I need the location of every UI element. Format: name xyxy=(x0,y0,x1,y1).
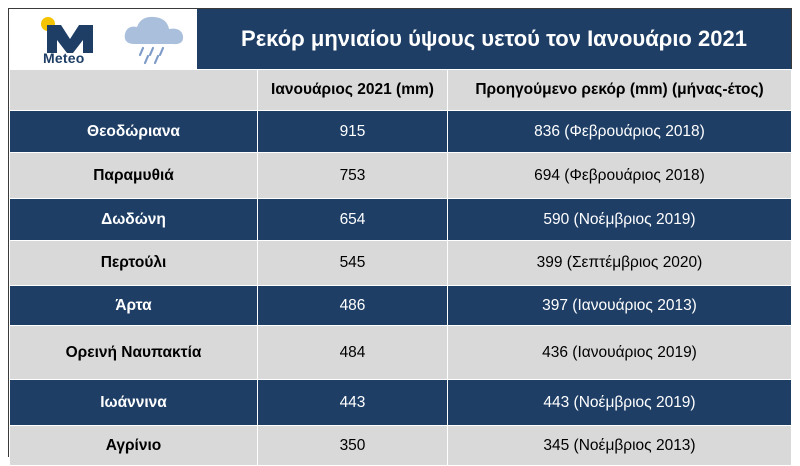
table-row xyxy=(10,199,792,241)
header-bar xyxy=(9,9,791,69)
previous-record-cell: 836 (Φεβρουάριος 2018) xyxy=(448,111,792,153)
logo-area xyxy=(9,9,197,69)
rain-cloud-icon xyxy=(121,12,189,66)
header-cell-january-2021: Ιανουάριος 2021 (mm) xyxy=(258,70,448,111)
table-row xyxy=(10,426,792,466)
previous-record-cell: 399 (Σεπτέμβριος 2020) xyxy=(448,241,792,286)
table-row xyxy=(10,326,792,380)
value-cell: 654 xyxy=(258,199,448,241)
value-cell: 915 xyxy=(258,111,448,153)
city-cell: Παραμυθιά xyxy=(10,153,258,199)
table-header-row xyxy=(10,70,792,111)
page-title: Ρεκόρ μηνιαίου ύψους υετού τον Ιανουάριο 2021 xyxy=(241,26,747,51)
table-row xyxy=(10,111,792,153)
table-row xyxy=(10,380,792,426)
header-cell-empty xyxy=(10,70,258,111)
table-row xyxy=(10,286,792,326)
value-cell: 545 xyxy=(258,241,448,286)
table-row xyxy=(10,153,792,199)
records-table xyxy=(9,69,792,466)
value-cell: 484 xyxy=(258,326,448,380)
city-cell: Περτούλι xyxy=(10,241,258,286)
city-cell: Δωδώνη xyxy=(10,199,258,241)
previous-record-cell: 694 (Φεβρουάριος 2018) xyxy=(448,153,792,199)
previous-record-cell: 443 (Νοέμβριος 2019) xyxy=(448,380,792,426)
value-cell: 443 xyxy=(258,380,448,426)
value-cell: 486 xyxy=(258,286,448,326)
city-cell: Θεοδώριανα xyxy=(10,111,258,153)
city-cell: Ορεινή Ναυπακτία xyxy=(10,326,258,380)
city-cell: Αγρίνιο xyxy=(10,426,258,466)
previous-record-cell: 436 (Ιανουάριος 2019) xyxy=(448,326,792,380)
infographic-frame xyxy=(8,8,792,457)
m-letter-icon xyxy=(35,13,105,53)
table-row xyxy=(10,241,792,286)
previous-record-cell: 590 (Νοέμβριος 2019) xyxy=(448,199,792,241)
city-cell: Ιωάννινα xyxy=(10,380,258,426)
value-cell: 350 xyxy=(258,426,448,466)
previous-record-cell: 345 (Νοέμβριος 2013) xyxy=(448,426,792,466)
header-cell-previous-record: Προηγούμενο ρεκόρ (mm) (μήνας-έτος) xyxy=(448,70,792,111)
value-cell: 753 xyxy=(258,153,448,199)
previous-record-cell: 397 (Ιανουάριος 2013) xyxy=(448,286,792,326)
brand-name: Meteo xyxy=(43,50,85,66)
city-cell: Άρτα xyxy=(10,286,258,326)
